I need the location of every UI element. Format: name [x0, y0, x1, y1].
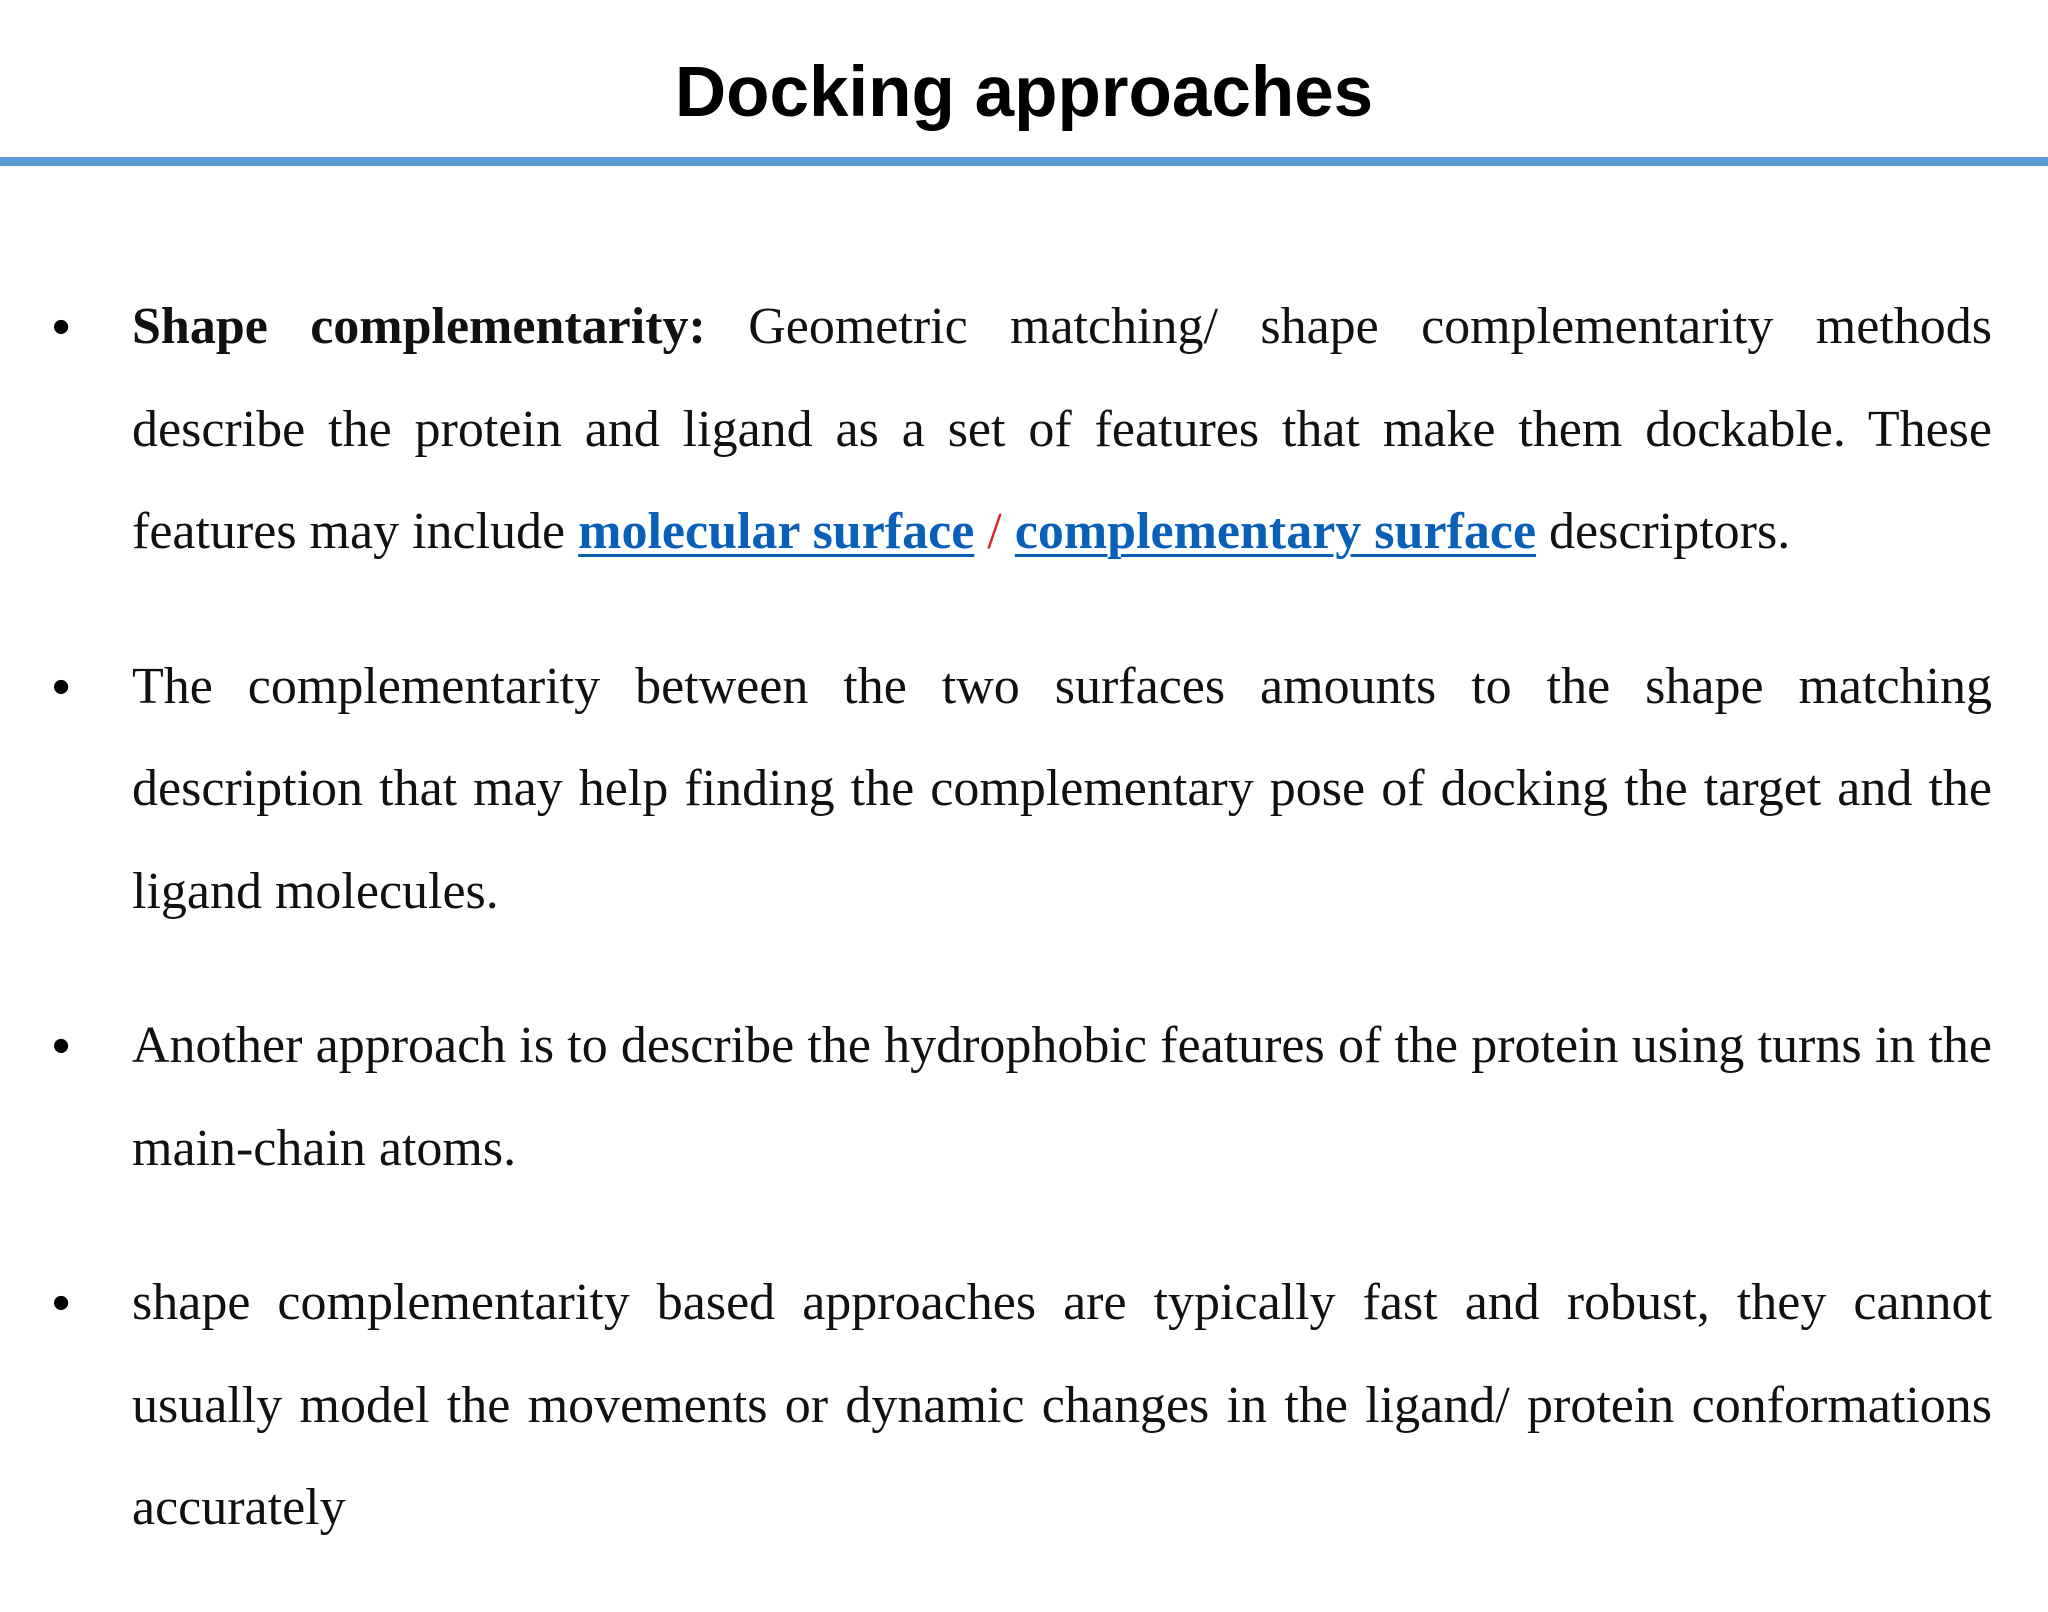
bullet-lead: Shape complementarity:	[132, 298, 706, 355]
bullet-text: shape complementarity based approaches are typically fast and robust, they cannot usually model the movements or dynamic changes in the ligand/ protein conformations accurately	[132, 1274, 1992, 1536]
bullet-tail: descriptors.	[1536, 503, 1791, 560]
link-molecular-surface[interactable]: molecular surface	[578, 503, 975, 560]
bullet-dot-icon: •	[52, 1017, 71, 1075]
slide-title: Docking approaches	[674, 53, 1374, 132]
bullet-body: Geometric matching/ shape complementarity methods describe the protein and ligand as a set of features that make them dockable. These features may include	[132, 298, 1992, 560]
bullet-list	[0, 224, 2048, 1612]
title-divider	[0, 157, 2048, 166]
link-complementary-surface[interactable]: complementary surface	[1014, 503, 1537, 560]
bullet-item	[0, 276, 2048, 584]
slash-separator: /	[974, 503, 1015, 560]
bullet-item	[0, 1252, 2048, 1560]
bullet-dot-icon: •	[52, 298, 71, 356]
bullet-text	[132, 276, 1992, 584]
bullet-text: The complementarity between the two surfaces amounts to the shape matching description that may help finding the complementary pose of docking the target and the ligand molecules.	[132, 657, 1992, 920]
bullet-text: Another approach is to describe the hydrophobic features of the protein using turns in the main-chain atoms.	[132, 1017, 1992, 1177]
bullet-dot-icon: •	[52, 657, 71, 716]
bullet-item	[0, 995, 2048, 1200]
bullet-item	[0, 636, 2048, 944]
bullet-dot-icon: •	[52, 1274, 71, 1332]
